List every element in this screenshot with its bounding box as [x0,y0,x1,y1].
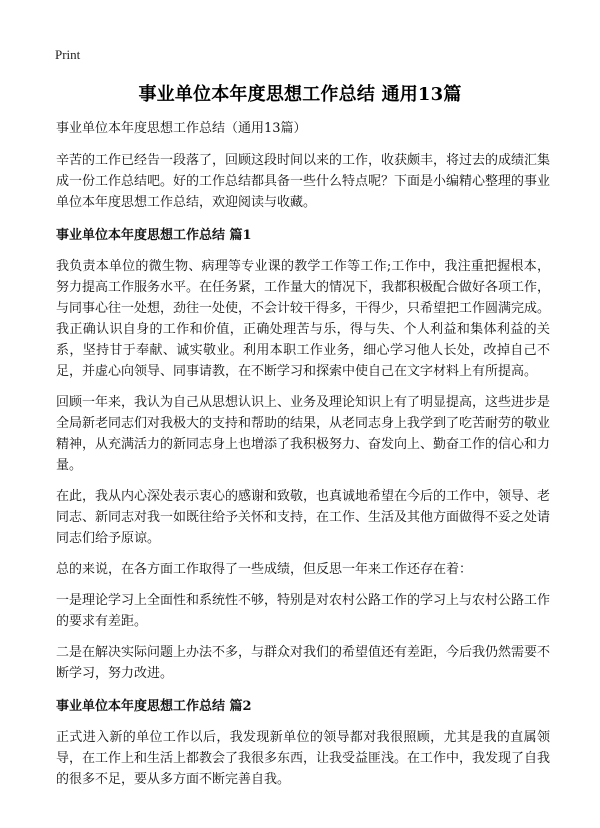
section-heading-2: 事业单位本年度思想工作总结 篇2 [56,699,252,714]
section-1-paragraph-5: 一是理论学习上全面性和系统性不够，特别是对农村公路工作的学习上与农村公路工作的要求有差距。 [56,593,551,629]
document-subtitle: 事业单位本年度思想工作总结（通用13篇） [56,121,307,136]
section-1-paragraph-4: 总的来说，在各方面工作取得了一些成绩，但反思一年来工作还存在着： [56,562,473,577]
section-2-paragraph-1: 正式进入新的单位工作以后，我发现新单位的领导都对我很照顾，尤其是我的直属领导，在工作上和生活上都教会了我很多东西，让我受益匪浅。在工作中，我发现了自我的很多不足，要从多方面不断完善自我。 [56,730,551,787]
page-title: 事业单位本年度思想工作总结 通用13篇 [138,84,462,105]
section-1-paragraph-3: 在此，我从内心深处表示衷心的感谢和致敬，也真诚地希望在今后的工作中，领导、老同志、新同志对我一如既往给予关怀和支持，在工作、生活及其他方面做得不妥之处请同志们给予原谅。 [56,489,551,546]
document-body [56,118,550,800]
section-heading-1: 事业单位本年度思想工作总结 篇1 [56,228,252,243]
section-1-paragraph-1: 我负责本单位的微生物、病理等专业课的教学工作等工作;工作中，我注重把握根本，努力提高工作服务水平。在任务紧，工作量大的情况下，我都积极配合做好各项工作，与同事心往一处想，劲往一处使，不会计较干得多，干得少，只希望把工作圆满完成。我正确认识自身的工作和价值，正确处理苦与乐，得与失、个人利益和集体利益的关系，坚持甘于奉献、诚实敬业。利用本职工作业务，细心学习他人长处，改掉自己不足，并虚心向领导、同事请教，在不断学习和探索中使自己在文字材料上有所提高。 [56,259,551,379]
section-1-paragraph-2: 回顾一年来，我认为自己从思想认识上、业务及理论知识上有了明显提高，这些进步是全局新老同志们对我极大的支持和帮助的结果，从老同志身上我学到了吃苦耐劳的敬业精神，从充满活力的新同志身上也增添了我积极努力、奋发向上、勤奋工作的信心和力量。 [56,395,551,473]
intro-paragraph: 辛苦的工作已经告一段落了，回顾这段时间以来的工作，收获颇丰，将过去的成绩汇集成一份工作总结吧。好的工作总结都具备一些什么特点呢？下面是小编精心整理的事业单位本年度思想工作总结，欢迎阅读与收藏。 [56,153,551,210]
section-1-paragraph-6: 二是在解决实际问题上办法不多，与群众对我们的希望值还有差距，今后我仍然需要不断学习，努力改进。 [56,645,551,681]
print-link[interactable]: Print [55,47,81,62]
